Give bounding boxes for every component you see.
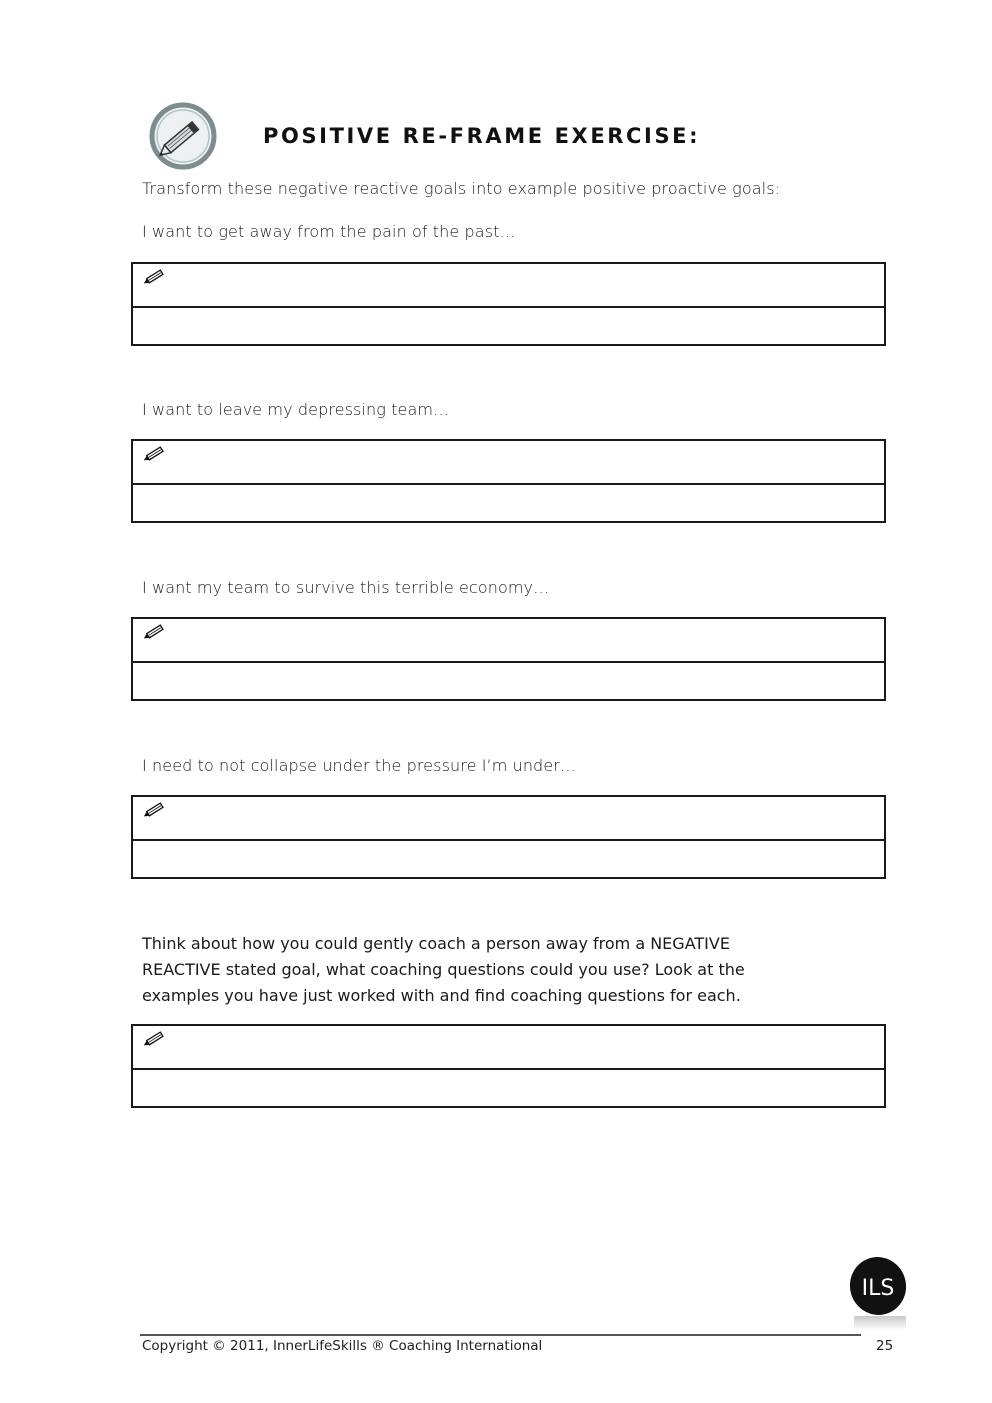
answer-input-2b[interactable] bbox=[133, 485, 884, 521]
prompt-text: I want to get away from the pain of the past… bbox=[142, 222, 516, 241]
reflection-paragraph bbox=[142, 931, 842, 1009]
answer-input-3b[interactable] bbox=[133, 663, 884, 699]
reflection-line: examples you have just worked with and find coaching questions for each. bbox=[142, 986, 741, 1005]
ils-logo bbox=[848, 1256, 910, 1332]
answer-box bbox=[131, 617, 886, 701]
pencil-circle-icon bbox=[147, 101, 219, 171]
pencil-icon bbox=[142, 445, 166, 463]
answer-box bbox=[131, 439, 886, 523]
answer-input-3a[interactable] bbox=[133, 619, 884, 661]
page-number: 25 bbox=[876, 1338, 894, 1354]
instructions: Transform these negative reactive goals into example positive proactive goals: bbox=[142, 179, 781, 198]
answer-box bbox=[131, 795, 886, 879]
answer-input-4a[interactable] bbox=[133, 797, 884, 839]
prompt-text: I want my team to survive this terrible economy… bbox=[142, 578, 550, 597]
answer-input-4b[interactable] bbox=[133, 841, 884, 877]
answer-input-1b[interactable] bbox=[133, 308, 884, 344]
answer-input-1a[interactable] bbox=[133, 264, 884, 306]
answer-input-5a[interactable] bbox=[133, 1026, 884, 1068]
answer-input-2a[interactable] bbox=[133, 441, 884, 483]
pencil-icon bbox=[142, 1030, 166, 1048]
copyright: Copyright © 2011, InnerLifeSkills ® Coaching International bbox=[142, 1338, 543, 1354]
footer-divider bbox=[140, 1334, 861, 1336]
reflection-line: REACTIVE stated goal, what coaching questions could you use? Look at the bbox=[142, 960, 745, 979]
reflection-line: Think about how you could gently coach a person away from a NEGATIVE bbox=[142, 934, 730, 953]
logo-text: ILS bbox=[861, 1276, 895, 1301]
pencil-icon bbox=[142, 801, 166, 819]
pencil-icon bbox=[142, 623, 166, 641]
answer-box bbox=[131, 262, 886, 346]
page-title: POSITIVE RE-FRAME EXERCISE: bbox=[263, 124, 701, 148]
prompt-text: I want to leave my depressing team… bbox=[142, 400, 450, 419]
prompt-text: I need to not collapse under the pressure I’m under… bbox=[142, 756, 577, 775]
answer-box bbox=[131, 1024, 886, 1108]
answer-input-5b[interactable] bbox=[133, 1070, 884, 1106]
pencil-icon bbox=[142, 268, 166, 286]
